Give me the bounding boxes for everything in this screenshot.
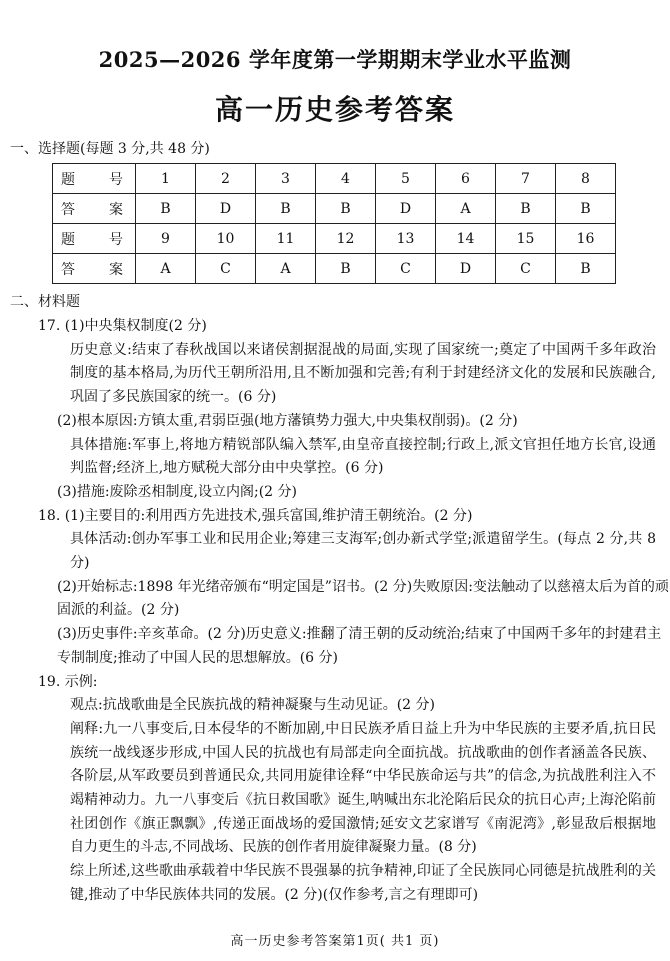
answer-table-header-cell: 题 号 (53, 164, 136, 194)
answer-table-cell: B (316, 254, 376, 284)
answer-table-cell: 10 (196, 224, 256, 254)
answer-table-cell: B (316, 194, 376, 224)
answer-table-header-cell: 题 号 (53, 224, 136, 254)
answer-table-cell: D (196, 194, 256, 224)
answer-table-cell: C (496, 254, 556, 284)
section2-heading: 二、材料题 (10, 294, 80, 310)
answer-table-cell: 2 (196, 164, 256, 194)
answer-table-row (53, 254, 616, 284)
answer-table-cell: A (436, 194, 496, 224)
answer-paragraph: (2)开始标志:1898 年光绪帝颁布“明定国是”诏书。(2 分)失败原因:变法触动了以慈禧太后为首的顽固派的利益。(2 分) (57, 578, 669, 619)
exam-title: 2025—2026 学年度第一学期期末学业水平监测 (98, 47, 572, 72)
answer-table-row (53, 194, 616, 224)
answer-table-cell: A (256, 254, 316, 284)
answer-table-header-cell: 答 案 (53, 194, 136, 224)
answer-table-cell: A (136, 254, 196, 284)
answer-table-cell: 1 (136, 164, 196, 194)
answer-table-cell: B (496, 194, 556, 224)
answer-table-cell: C (376, 254, 436, 284)
answer-table-cell: 15 (496, 224, 556, 254)
answer-paragraph: 17. (1)中央集权制度(2 分) (38, 318, 207, 334)
answer-table (52, 163, 616, 284)
answer-paragraph: 观点:抗战歌曲是全民族抗战的精神凝聚与生动见证。(2 分) (70, 697, 435, 714)
answer-paragraph: 19. 示例: (38, 673, 98, 690)
answer-paragraph: 具体措施:军事上,将地方精锐部队编入禁军,由皇帝直接控制;行政上,派文官担任地方长官,设通判监督;经济上,地方赋税大部分由中央掌控。(6 分) (70, 436, 656, 477)
answer-table-row (53, 224, 616, 254)
answer-paragraph: 阐释:九一八事变后,日本侵华的不断加剧,中日民族矛盾日益上升为中华民族的主要矛盾,抗日民族统一战线逐步形成,中国人民的抗战也有局部走向全面抗战。抗战歌曲的创作者涵盖各民族、各阶层,从军政要员到普通民众,共同用旋律诠释“中华民族命运与共”的信念,为抗战胜利注入不竭精神动力。九一八事变后《抗日救国歌》诞生,呐喊出东北沦陷后民众的抗日心声;上海沦陷前社团创作《旗正飘飘》,传递正面战场的爱国激情;延安文艺家谱写《南泥湾》,彰显敌后根据地自力更生的斗志,不同战场、民族的创作者用旋律凝聚力量。(8 分) (70, 720, 656, 856)
answer-table-cell: D (376, 194, 436, 224)
answer-table-cell: B (136, 194, 196, 224)
answer-table-cell: 3 (256, 164, 316, 194)
answer-paragraph: (2)根本原因:方镇太重,君弱臣强(地方藩镇势力强大,中央集权削弱)。(2 分) (57, 412, 518, 429)
answer-table-cell: 4 (316, 164, 376, 194)
answer-paragraph: (3)措施:废除丞相制度,设立内阁;(2 分) (57, 483, 297, 500)
answer-table-cell: 8 (556, 164, 616, 194)
section1-heading: 一、选择题(每题 3 分,共 48 分) (10, 141, 210, 157)
answer-table-cell: 9 (136, 224, 196, 254)
answer-table-cell: 13 (376, 224, 436, 254)
answer-table-cell: B (556, 194, 616, 224)
answer-paragraph: 18. (1)主要目的:利用西方先进技术,强兵富国,维护清王朝统治。(2 分) (38, 507, 473, 524)
answer-paragraph: 历史意义:结束了春秋战国以来诸侯割据混战的局面,实现了国家统一;奠定了中国两千多年政治制度的基本格局,为历代王朝所沿用,且不断加强和完善;有利于封建经济文化的发展和民族融合,巩固了多民族国家的统一。(6 分) (70, 341, 656, 406)
document-title: 高一历史参考答案 (214, 93, 455, 126)
answer-table-cell: 14 (436, 224, 496, 254)
answer-paragraph: 综上所述,这些歌曲承载着中华民族不畏强暴的抗争精神,印证了全民族同心同德是抗战胜利的关键,推动了中华民族体共同的发展。(2 分)(仅作参考,言之有理即可) (70, 863, 656, 903)
answer-table-cell: C (196, 254, 256, 284)
answer-table-cell: 11 (256, 224, 316, 254)
answer-table-cell: 7 (496, 164, 556, 194)
answer-table-cell: 16 (556, 224, 616, 254)
answer-table-cell: B (256, 194, 316, 224)
material-answers (0, 315, 670, 908)
page-footer: 高一历史参考答案第1页( 共1 页) (230, 934, 440, 949)
answer-table-cell: 12 (316, 224, 376, 254)
answer-table-cell: D (436, 254, 496, 284)
answer-table-cell: 6 (436, 164, 496, 194)
answer-paragraph: (3)历史事件:辛亥革命。(2 分)历史意义:推翻了清王朝的反动统治;结束了中国两千多年的封建君主专制制度;推动了中国人民的思想解放。(6 分) (57, 626, 662, 666)
answer-table-row (53, 164, 616, 194)
answer-table-cell: B (556, 254, 616, 284)
answer-table-cell: 5 (376, 164, 436, 194)
answer-table-header-cell: 答 案 (53, 254, 136, 284)
answer-paragraph: 具体活动:创办军事工业和民用企业;筹建三支海军;创办新式学堂;派遣留学生。(每点 2 分,共 8 分) (70, 531, 656, 572)
